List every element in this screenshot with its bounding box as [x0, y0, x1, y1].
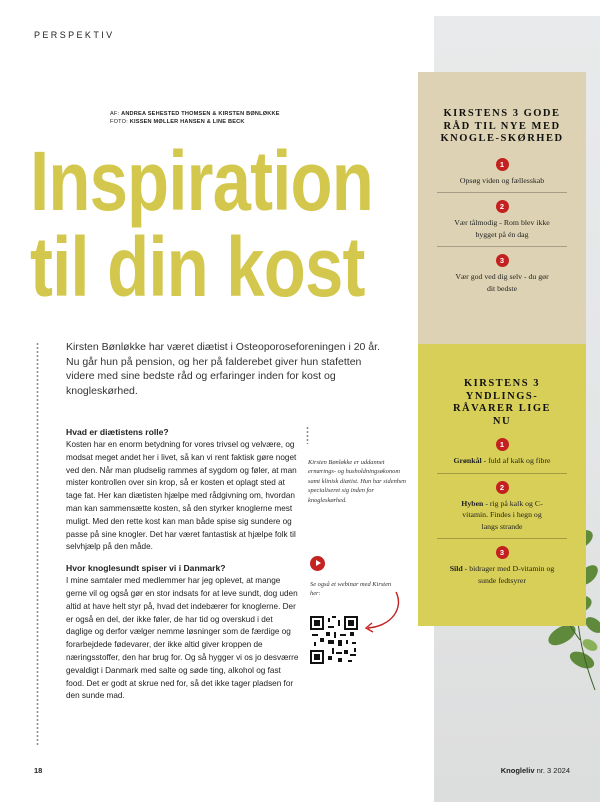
tip-text: Vær tålmodig - Rom blev ikke bygget på én dag: [454, 218, 550, 239]
play-icon[interactable]: [310, 556, 325, 571]
byline: [110, 110, 280, 126]
tip-text: Opsøg viden og fællesskab: [459, 175, 545, 185]
body-paragraph-2: I mine samtaler med medlemmer har jeg oplevet, at mange gerne vil og også gør en stor indsats for at leve sundt, dog uden altid at have helt styr på, hvad det indebærer for knoglerne. Der er også en del, der ikke føler, de har tid og overskud i det daglige og derfor vælger nemme løsninger som de færdige og forarbejdede fødevarer, der ikke altid giver kroppen de næringsstoffer, den har brug for. Og så hygger vi os jo desværre gevaldigt i Danmark med salte og søde ting, alkohol og fast food. Det er godt at skrue ned for, så det ikke tager pladsen for den sunde mad.: [66, 576, 299, 701]
section-label: PERSPEKTIV: [34, 30, 115, 40]
body-heading-2: Hvor knoglesundt spiser vi i Danmark?: [66, 563, 226, 574]
dotted-rule-left: [36, 342, 39, 746]
photo-credit: [110, 118, 280, 126]
number-badge: 3: [496, 546, 509, 559]
tip-item-3: [418, 254, 586, 294]
lead-paragraph: Kirsten Bønløkke har været diætist i Osteoporoseforeningen i 20 år. Nu går hun på pension, og her på falderebet giver hun stafetten videre med sine bedste råd og erfaringer inden for kost og knogleskørhed.: [66, 341, 380, 397]
magazine-footer: [501, 766, 570, 775]
favorite-name: Grønkål: [453, 456, 482, 465]
body-paragraph-1: Kosten har en enorm betydning for vores trivsel og velvære, og modsat meget andet her i livet, så kan vi rent faktisk gøre noget ved den. Når man pludselig rammes af sygdom og føler, at man mister kontrollen over sin krop, så er kosten et oplagt sted at tage fat. Her kan diætisten hjælpe med rådgivning om, hvordan man kan sammensætte kosten, så den styrker knoglerne mest muligt. Med den rette kost kan man både spise sig sundere og passe på sine knogler. Det har været fantastisk at hjælpe folk til selvhjælp på den måde.: [66, 440, 297, 552]
author-credit: [110, 110, 280, 118]
number-badge: 1: [496, 438, 509, 451]
tips-box: [418, 72, 586, 344]
author-names: ANDREA SEHESTED THOMSEN & KIRSTEN BØNLØKKE: [121, 111, 280, 117]
author-bio-note: Kirsten Bønløkke er uddannet ernærings- og husholdningsøkonom samt klinisk diætist. Hun har sidenhen specialiseret sig inden for knogleskørhed.: [308, 459, 406, 504]
body-heading-1: Hvad er diætistens rolle?: [66, 427, 169, 437]
favorites-box-title: KIRSTENS 3 YNDLINGS-RÅVARER LIGE NU: [452, 378, 552, 427]
tip-item-2: [418, 200, 586, 240]
divider: [437, 473, 567, 474]
arrow-icon: [352, 590, 402, 636]
tips-box-title: KIRSTENS 3 GODE RÅD TIL NYE MED KNOGLE-SKØRHED: [440, 108, 564, 144]
qr-code-icon[interactable]: [310, 616, 358, 664]
page-number: 18: [34, 766, 43, 775]
divider: [437, 192, 567, 193]
headline: [30, 134, 374, 314]
number-badge: 2: [496, 200, 509, 213]
headline-line-2: til din kost: [30, 220, 365, 314]
issue-number: nr. 3 2024: [536, 766, 570, 775]
favorite-item-2: [418, 481, 586, 533]
headline-line-1: Inspiration: [30, 134, 374, 228]
favorite-name: Hyben: [461, 498, 484, 508]
dotted-rule-mid: [306, 426, 309, 444]
divider: [437, 538, 567, 539]
favorite-text: - fuld af kalk og fibre: [481, 456, 551, 465]
body-column: [66, 426, 300, 711]
favorite-text: - bidrager med D-vitamin og sunde fedtsyrer: [462, 564, 555, 585]
number-badge: 2: [496, 481, 509, 494]
number-badge: 3: [496, 254, 509, 267]
author-prefix: AF:: [110, 111, 120, 117]
tip-item-1: [418, 158, 586, 187]
magazine-name: Knogleliv: [500, 766, 535, 775]
number-badge: 1: [496, 158, 509, 171]
favorite-name: Sild: [449, 564, 463, 573]
favorite-item-1: [418, 438, 586, 467]
webinar-note: Se også et webinar med Kirsten her:: [310, 581, 392, 598]
divider: [437, 246, 567, 247]
photo-names: KISSEN MØLLER HANSEN & LINE BECK: [129, 119, 245, 125]
favorite-text: - rig på kalk og C-vitamin. Findes i hegn og langs strande: [462, 498, 543, 531]
tip-text: Vær god ved dig selv - du gør dit bedste: [455, 272, 549, 293]
favorites-box: [418, 344, 586, 626]
favorite-item-3: [418, 546, 586, 586]
photo-prefix: FOTO:: [110, 119, 128, 125]
